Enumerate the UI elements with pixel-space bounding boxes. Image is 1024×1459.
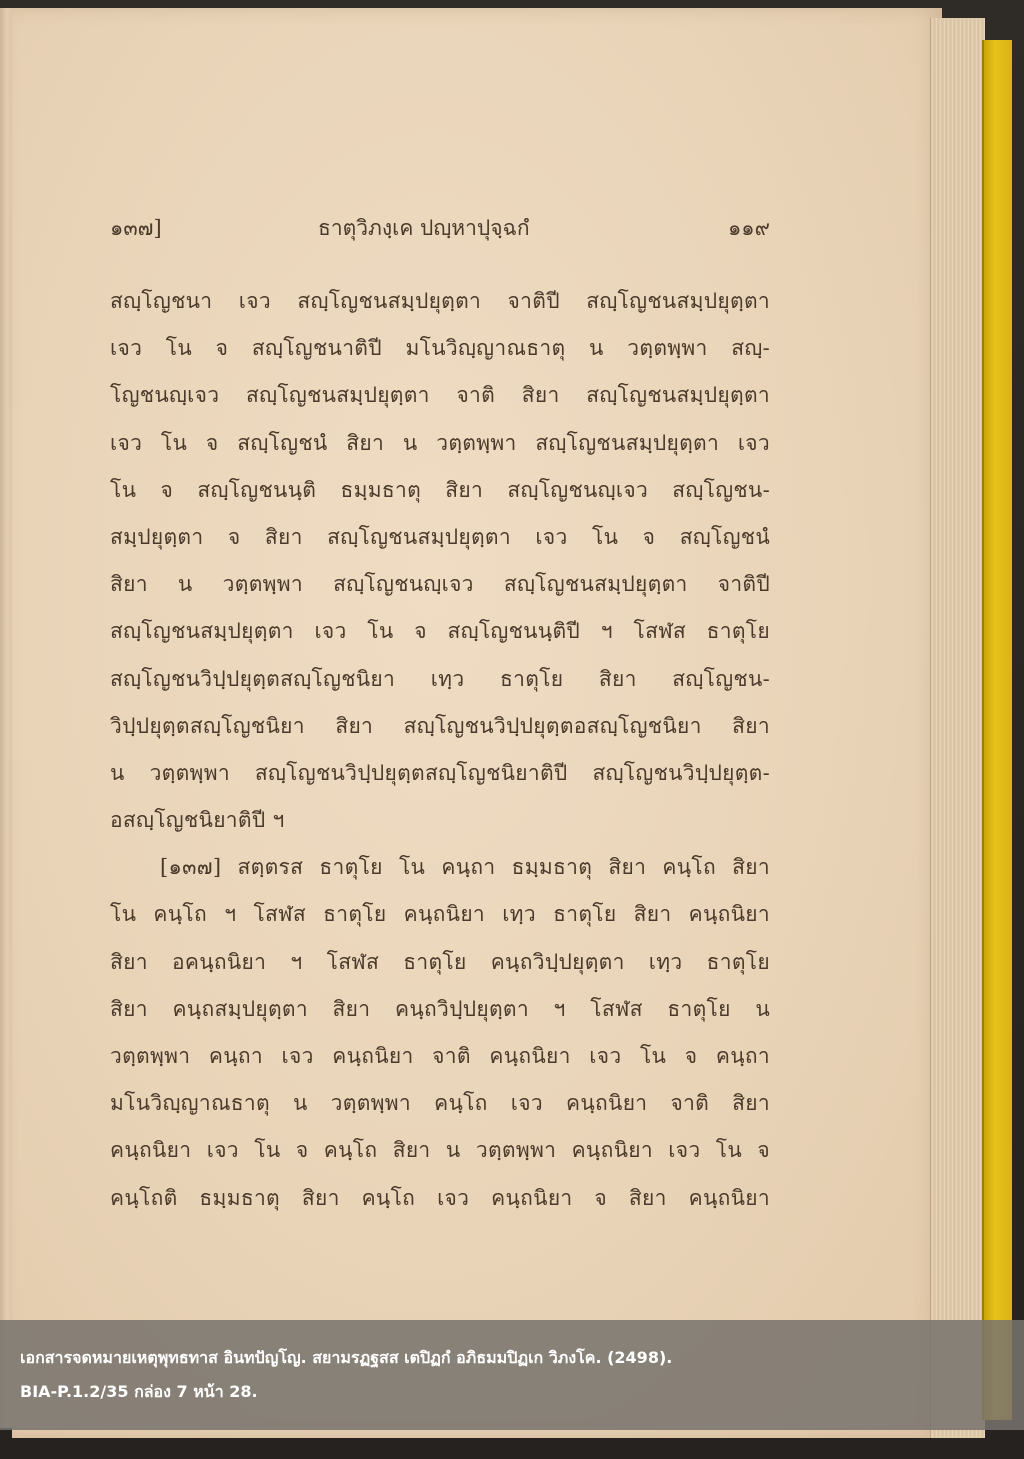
- page-stack-edge: [930, 18, 985, 1438]
- text-line: คนฺโถติ ธมฺมธาตุ สิยา คนฺโถ เจว คนฺถนิยา จ สิยา คนฺถนิยา: [110, 1185, 770, 1210]
- text-line: สิยา น วตฺตพฺพา สญฺโญชนญฺเจว สญฺโญชนสมฺปยุตฺตา จาติปี: [110, 572, 770, 597]
- text-line: สิยา อคนฺถนิยา ฯ โสฬส ธาตุโย คนฺถวิปฺปยุตฺตา เทฺว ธาตุโย: [110, 949, 770, 974]
- page-number: ๑๑๙: [727, 216, 770, 240]
- paragraph-start-line: [๑๓๗] สตฺตรส ธาตุโย โน คนฺถา ธมฺมธาตุ สิยา คนฺโถ สิยา: [160, 855, 770, 880]
- archive-caption: [0, 1320, 1024, 1430]
- book-cover-edge: [982, 40, 1012, 1420]
- text-line: เจว โน จ สญฺโญชนาติปี มโนวิญฺญาณธาตุ น วตฺตพฺพา สญฺ-: [110, 336, 770, 361]
- text-line: วตฺตพฺพา คนฺถา เจว คนฺถนิยา จาติ คนฺถนิยา เจว โน จ คนฺถา: [110, 1044, 770, 1068]
- text-line: สิยา คนฺถสมฺปยุตฺตา สิยา คนฺถวิปฺปยุตฺตา ฯ โสฬส ธาตุโย น: [110, 996, 770, 1021]
- body-text: [110, 278, 770, 1222]
- text-line: วิปฺปยุตฺตสญฺโญชนิยา สิยา สญฺโญชนวิปฺปยุตฺตอสญฺโญชนิยา สิยา: [110, 713, 770, 738]
- text-line: น วตฺตพฺพา สญฺโญชนวิปฺปยุตฺตสญฺโญชนิยาติปี สญฺโญชนวิปฺปยุตฺต-: [110, 760, 770, 785]
- running-title: ธาตุวิภงฺเค ปญฺหาปุจฺฉกํ: [318, 216, 530, 240]
- text-line: สญฺโญชนสมฺปยุตฺตา เจว โน จ สญฺโญชนนฺติปี ฯ โสฬส ธาตุโย: [110, 619, 770, 644]
- running-header: [110, 212, 770, 252]
- text-line: เจว โน จ สญฺโญชนํ สิยา น วตฺตพฺพา สญฺโญชนสมฺปยุตฺตา เจว: [110, 430, 770, 455]
- caption-reference: BIA-P.1.2/35 กล่อง 7 หน้า 28.: [20, 1382, 258, 1401]
- text-line: สมฺปยุตฺตา จ สิยา สญฺโญชนสมฺปยุตฺตา เจว โน จ สญฺโญชนํ: [110, 524, 770, 549]
- text-line: โน คนฺโถ ฯ โสฬส ธาตุโย คนฺถนิยา เทฺว ธาตุโย สิยา คนฺถนิยา: [110, 902, 770, 927]
- text-line: มโนวิญฺญาณธาตุ น วตฺตพฺพา คนฺโถ เจว คนฺถนิยา จาติ สิยา: [110, 1091, 770, 1116]
- caption-citation: เอกสารจดหมายเหตุพุทธทาส อินทปัญโญ. สยามรฏฐสส เตปิฏกํ อภิธมมปิฏเก วิภงโค. (2498).: [20, 1348, 673, 1367]
- text-line: โน จ สญฺโญชนนฺติ ธมฺมธาตุ สิยา สญฺโญชนญฺเจว สญฺโญชน-: [110, 477, 770, 502]
- text-line: อสญฺโญชนิยาติปี ฯ: [110, 808, 285, 833]
- text-line: คนฺถนิยา เจว โน จ คนฺโถ สิยา น วตฺตพฺพา คนฺถนิยา เจว โน จ: [110, 1138, 770, 1163]
- section-number: ๑๓๗]: [110, 216, 162, 240]
- text-line: สญฺโญชนวิปฺปยุตฺตสญฺโญชนิยา เทฺว ธาตุโย สิยา สญฺโญชน-: [110, 666, 770, 691]
- text-line: โญชนญฺเจว สญฺโญชนสมฺปยุตฺตา จาติ สิยา สญฺโญชนสมฺปยุตฺตา: [110, 383, 770, 408]
- text-line: สญฺโญชนา เจว สญฺโญชนสมฺปยุตฺตา จาติปี สญฺโญชนสมฺปยุตฺตา: [110, 289, 770, 313]
